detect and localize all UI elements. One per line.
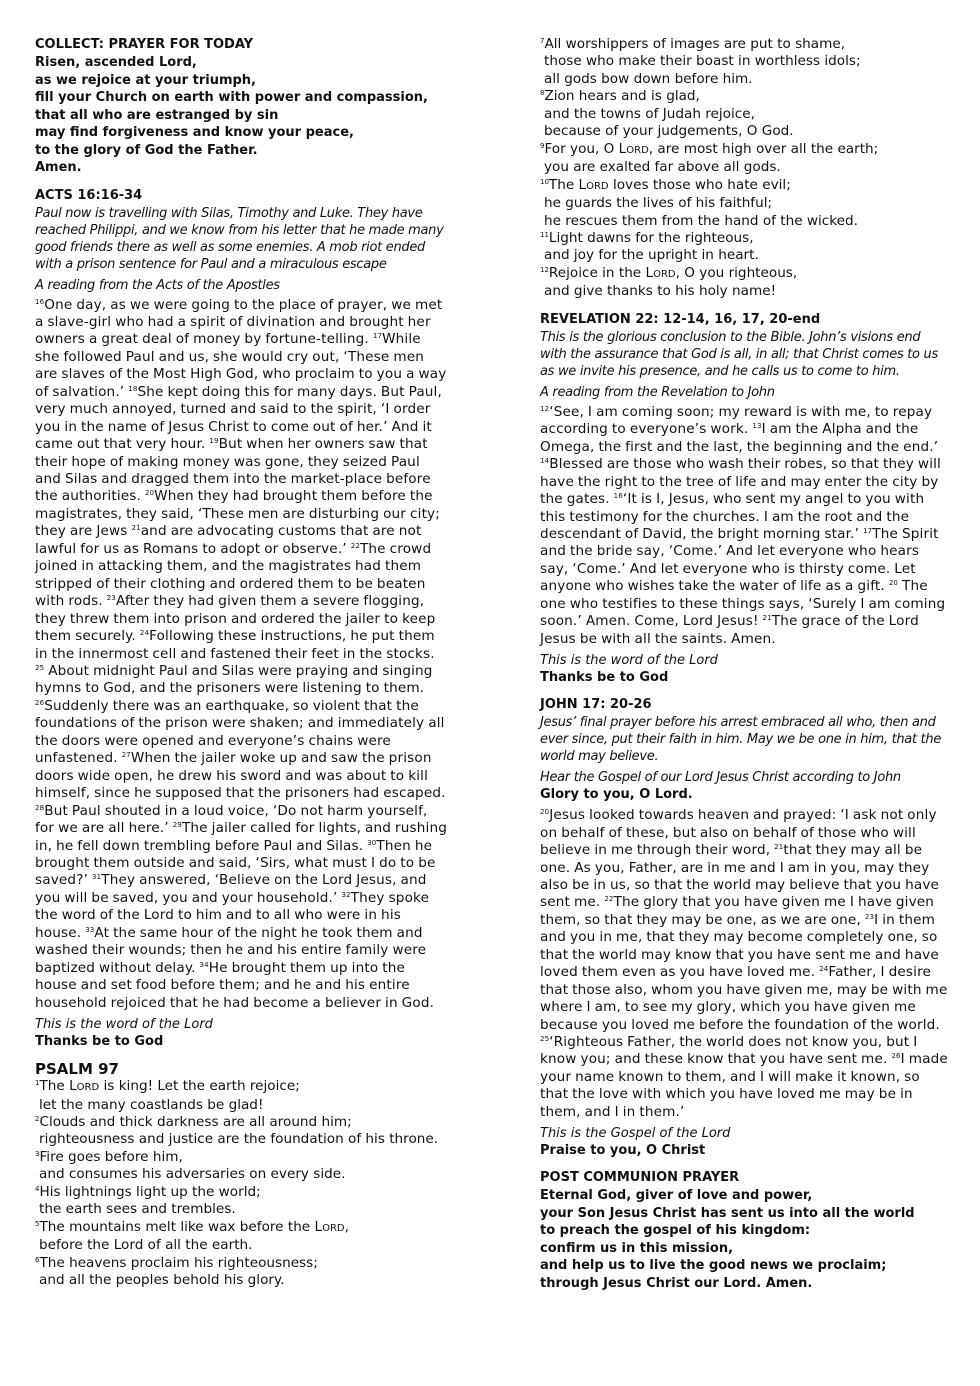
psalm-continued (540, 36, 948, 301)
psalm-line (540, 213, 948, 230)
verse-number: 22 (604, 895, 614, 904)
verse-number: 24 (819, 965, 829, 974)
verse-text: He brought them up into the house and set food before them; and he and his entire household rejoiced that he had become a believer in God. (35, 959, 435, 1011)
verse-text: Following these instructions, he put them in the innermost cell and fastened their feet in the stocks. (35, 628, 435, 662)
psalm-section (35, 1060, 447, 1289)
psalm-line-text: righteousness and justice are the foundation of his throne. (39, 1131, 439, 1148)
psalm-line (35, 1131, 447, 1148)
psalm-line (540, 36, 948, 53)
verse-number: 22 (350, 541, 360, 550)
verse-number: 21 (131, 524, 141, 533)
verse-text: The grace of the Lord Jesus be with all the saints. Amen. (540, 613, 919, 647)
verse-text: About midnight Paul and Silas were praying and singing hymns to God, and the prisoners were listening to them. (35, 663, 433, 697)
psalm-line-text: Light dawns for the righteous, (548, 229, 754, 246)
divine-name-small-caps: ORD (626, 144, 649, 156)
psalm-line-text: and give thanks to his holy name! (544, 283, 777, 300)
verse-number: 20 (888, 579, 899, 588)
prayer-line: to the glory of God the Father. (35, 142, 258, 158)
psalm-line-text: The L (39, 1078, 77, 1095)
verse-number: 9 (540, 141, 545, 150)
verse-number: 10 (540, 177, 549, 186)
revelation-response: This is the word of the Lord (540, 653, 718, 669)
psalm-line (540, 177, 948, 195)
verse-text: that they may all be one. As you, Father, are in me and I am in you, may they also be in us, so that the world may believe that you have sent me. (540, 842, 940, 911)
psalm-line-text: , (344, 1218, 349, 1235)
psalm-line-text: and joy for the upright in heart. (544, 247, 759, 264)
psalm-line-text: all gods bow down before him. (544, 70, 753, 87)
john-section (540, 696, 948, 1159)
verse-number: 16 (613, 492, 623, 501)
psalm-line (540, 230, 948, 247)
verse-number: 5 (35, 1219, 40, 1228)
psalm-line (35, 1201, 447, 1218)
verse-text: One day, as we were going to the place of prayer, we met a slave-girl who had a spirit of divination and brought her owners a great deal of money by fortune-telling. (35, 296, 443, 348)
psalm-line-text: he rescues them from the hand of the wicked. (544, 212, 858, 229)
john-response-answer: Praise to you, O Christ (540, 1143, 706, 1159)
verse-text: After they had given them a severe flogging, they threw them into prison and ordered the jailer to keep them securely. (35, 593, 436, 645)
psalm-line (35, 1114, 447, 1131)
verse-number: 2 (35, 1114, 40, 1123)
psalm-line (35, 1237, 447, 1254)
psalm-line-text: , O you righteous, (675, 264, 798, 281)
john-reading-response: Glory to you, O Lord. (540, 787, 693, 803)
prayer-line: Risen, ascended Lord, (35, 55, 197, 70)
verse-text: When they had brought them before the magistrates, they said, ‘These men are disturbing our city; they are Jews (35, 488, 440, 540)
psalm-line-text: All worshippers of images are put to shame, (544, 36, 846, 52)
psalm-line-text: and the towns of Judah rejoice, (544, 105, 755, 122)
psalm-line-text: His lightnings light up the world; (39, 1183, 261, 1200)
psalm-line-text: The heavens proclaim his righteousness; (39, 1254, 318, 1271)
verse-number: 8 (540, 89, 545, 98)
verse-text: At the same hour of the night he took them and washed their wounds; then he and his entire family were baptized without delay. (35, 924, 427, 976)
verse-text: While she followed Paul and us, she would cry out, ‘These men are slaves of the Most High God, who proclaim to you a way of salvation.’ (35, 331, 447, 400)
psalm-line-text: The L (548, 176, 587, 193)
psalm-line (35, 1272, 447, 1289)
verse-text: But Paul shouted in a loud voice, ‘Do not harm yourself, for we are all here.’ (35, 802, 428, 837)
prayer-line: Eternal God, giver of love and power, (540, 1188, 813, 1204)
psalm-line-text: the earth sees and trembles. (39, 1201, 236, 1218)
verse-number: 33 (85, 925, 95, 934)
collect-prayer (35, 54, 447, 177)
acts-response: This is the word of the Lord (35, 1017, 213, 1033)
verse-number: 3 (35, 1149, 40, 1158)
verse-number: 18 (128, 384, 138, 393)
verse-number: 17 (863, 526, 873, 535)
prayer-line: that all who are estranged by sin (35, 107, 279, 123)
verse-text: Father, I desire that those also, whom you have given me, may be with me where I am, to see my glory, which you have given me because you loved me before the foundation of the world. (540, 964, 948, 1033)
revelation-intro: This is the glorious conclusion to the Bible. John’s visions end with the assurance that God is all, in all; that Christ comes to us as we invite his presence, and he calls us to come to him. (540, 329, 938, 379)
psalm-line-text: is king! Let the earth rejoice; (99, 1078, 300, 1095)
verse-text: The crowd joined in attacking them, and the magistrates had them stripped of their clothing and ordered them to be beaten with rods. (35, 540, 432, 610)
john-intro: Jesus’ final prayer before his arrest embraced all who, then and ever since, put their faith in him. May we be one in him, that the world may believe. (540, 715, 942, 765)
acts-reading-intro: A reading from the Acts of the Apostles (35, 277, 280, 293)
revelation-response-answer: Thanks be to God (540, 670, 669, 686)
verse-number: 26 (35, 698, 45, 707)
verse-number: 11 (540, 230, 549, 239)
verse-text: and are advocating customs that are not lawful for us as Romans to adopt or observe.’ (35, 523, 422, 557)
john-text (540, 807, 948, 1121)
psalm-line (540, 123, 948, 140)
verse-text: Then he brought them outside and said, ‘Sirs, what must I do to be saved?’ (35, 837, 436, 889)
psalm-line (540, 53, 948, 70)
verse-text: But when her owners saw that their hope of making money was gone, they seized Paul and Silas and dragged them into the market-place before the authorities. (35, 436, 431, 505)
revelation-section (540, 311, 948, 686)
verse-number: 21 (774, 843, 784, 852)
psalm-line (35, 1149, 447, 1166)
acts-heading: ACTS 16:16-34 (35, 187, 143, 203)
verse-number: 16 (35, 297, 45, 306)
verse-number: 24 (139, 629, 150, 638)
psalm-line-text: those who make their boast in worthless idols; (544, 53, 861, 70)
acts-text (35, 297, 447, 1013)
psalm-line (35, 1184, 447, 1201)
psalm-line-text: Clouds and thick darkness are all around him; (39, 1113, 352, 1130)
left-column (35, 36, 447, 1290)
psalm-line (540, 265, 948, 283)
acts-response-answer: Thanks be to God (35, 1034, 164, 1050)
post-communion-heading: POST COMMUNION PRAYER (540, 1170, 740, 1186)
psalm-line (35, 1078, 447, 1096)
verse-text: The jailer called for lights, and rushing in, he fell down trembling before Paul and Silas. (35, 820, 447, 854)
verse-number: 21 (762, 614, 772, 623)
psalm-line-text: Zion hears and is glad, (544, 88, 700, 105)
prayer-line: Amen. (35, 160, 82, 175)
verse-number: 6 (35, 1255, 40, 1264)
psalm-line-text: before the Lord of all the earth. (39, 1237, 253, 1254)
prayer-line: may find forgiveness and know your peace, (35, 125, 354, 140)
psalm-text (35, 1078, 447, 1289)
post-communion-prayer (540, 1187, 948, 1292)
collect-section (35, 36, 447, 177)
psalm-line (35, 1219, 447, 1237)
psalm-line-text: because of your judgements, O God. (544, 123, 794, 140)
psalm-line (540, 106, 948, 123)
divine-name-small-caps: ORD (586, 180, 609, 192)
verse-number: 1 (35, 1079, 40, 1088)
psalm-line (540, 88, 948, 105)
prayer-line: as we rejoice at your triumph, (35, 72, 256, 88)
verse-text: I in them and you in me, that they may become completely one, so that the world may know that you have sent me and have loved them even as you have loved me. (540, 911, 939, 981)
psalm-line (540, 283, 948, 300)
verse-text: Suddenly there was an earthquake, so violent that the foundations of the prison were shaken; and immediately all the doors were opened and everyone’s chains were unfastened. (35, 697, 445, 767)
psalm-line (540, 159, 948, 176)
verse-text: The Spirit and the bride say, ‘Come.’ And let everyone who hears say, ‘Come.’ And let everyone who is thirsty come. Let anyone who wishes take the water of life as a gift. (540, 525, 939, 595)
psalm-line-text: you are exalted far above all gods. (544, 159, 781, 176)
psalm-line (540, 195, 948, 212)
verse-number: 12 (540, 265, 549, 274)
prayer-line: fill your Church on earth with power and compassion, (35, 90, 428, 105)
verse-number: 14 (540, 457, 550, 466)
psalm-line (540, 247, 948, 264)
verse-number: 20 (540, 808, 550, 817)
john-reading-intro: Hear the Gospel of our Lord Jesus Christ according to John (540, 770, 901, 786)
verse-text: ‘Righteous Father, the world does not know you, but I know you; and these know that you have sent me. (540, 1034, 918, 1068)
psalm-line-text: loves those who hate evil; (608, 176, 791, 193)
verse-text: Jesus looked towards heaven and prayed: ‘I ask not only on behalf of these, but also on behalf of those who will believe in me through their word, (540, 807, 937, 859)
verse-text: The one who testifies to these things says, ‘Surely I am coming soon.’ Amen. Come, Lord Jesus! (540, 578, 946, 630)
divine-name-small-caps: ORD (653, 268, 676, 280)
prayer-line: to preach the gospel of his kingdom: (540, 1223, 811, 1239)
psalm-line-text: , are most high over all the earth; (648, 140, 879, 157)
verse-text: I made your name known to them, and I will make it known, so that the love with which you have loved me may be in them, and I in them.’ (540, 1051, 948, 1120)
john-heading: JOHN 17: 20-26 (540, 697, 652, 713)
verse-number: 25 (35, 664, 45, 673)
psalm-line (35, 1097, 447, 1114)
prayer-line: confirm us in this mission, (540, 1240, 734, 1256)
verse-text: They spoke the word of the Lord to him and to all who were in his house. (35, 889, 430, 941)
verse-number: 23 (106, 594, 116, 603)
psalm-line-text: Rejoice in the L (548, 264, 654, 281)
verse-text: The glory that you have given me I have given them, so that they may be one, as we are one, (540, 894, 935, 928)
verse-number: 12 (540, 404, 550, 413)
psalm-line (35, 1166, 447, 1183)
verse-number: 34 (199, 960, 209, 969)
prayer-line: through Jesus Christ our Lord. Amen. (540, 1275, 813, 1291)
verse-number: 31 (92, 873, 102, 882)
divine-name-small-caps: ORD (322, 1222, 345, 1234)
verse-number: 30 (367, 838, 377, 847)
psalm-line (540, 141, 948, 159)
verse-number: 20 (144, 489, 155, 498)
verse-number: 25 (540, 1035, 550, 1044)
verse-number: 27 (121, 751, 131, 760)
verse-text: Blessed are those who wash their robes, so that they will have the right to the tree of life and may enter the city by the gates. (540, 456, 941, 508)
verse-number: 19 (209, 437, 219, 446)
verse-text: She kept doing this for many days. But Paul, very much annoyed, turned and said to the spirit, ‘I order you in the name of Jesus Christ to come out of her.’ And it came out that very hour. (35, 383, 442, 453)
verse-number: 29 (172, 821, 182, 830)
verse-text: They answered, ‘Believe on the Lord Jesus, and you will be saved, you and your household.’ (35, 872, 427, 906)
psalm-line-text: For you, O L (544, 140, 627, 157)
prayer-line: your Son Jesus Christ has sent us into all the world (540, 1205, 915, 1221)
revelation-reading-intro: A reading from the Revelation to John (540, 384, 775, 400)
psalm-heading: PSALM 97 (35, 1060, 119, 1079)
verse-text: When the jailer woke up and saw the prison doors wide open, he drew his sword and was about to kill himself, since he supposed that the prisoners had escaped. (35, 750, 446, 802)
post-communion-section (540, 1169, 948, 1292)
psalm-line-text: let the many coastlands be glad! (39, 1096, 264, 1113)
right-column (540, 36, 948, 1292)
divine-name-small-caps: ORD (76, 1082, 100, 1094)
psalm-line (540, 71, 948, 88)
psalm-line-text: Fire goes before him, (39, 1148, 183, 1165)
collect-heading: COLLECT: PRAYER FOR TODAY (35, 37, 254, 52)
revelation-text (540, 404, 948, 648)
john-response: This is the Gospel of the Lord (540, 1126, 731, 1142)
psalm-line-text: and all the peoples behold his glory. (39, 1272, 285, 1289)
acts-section (35, 187, 447, 1051)
verse-number: 28 (35, 803, 45, 812)
verse-number: 26 (891, 1052, 901, 1061)
verse-number: 4 (35, 1184, 40, 1193)
verse-number: 32 (341, 890, 351, 899)
verse-text: ‘It is I, Jesus, who sent my angel to you with this testimony for the churches. I am the root and the descendant of David, the bright morning star.’ (540, 491, 925, 542)
revelation-heading: REVELATION 22: 12-14, 16, 17, 20-end (540, 311, 821, 327)
verse-number: 23 (864, 912, 875, 921)
verse-number: 17 (372, 332, 383, 341)
verse-number: 7 (540, 37, 545, 45)
psalm-line (35, 1255, 447, 1272)
psalm-line-text: and consumes his adversaries on every side. (39, 1166, 346, 1183)
psalm-line-text: he guards the lives of his faithful; (544, 195, 773, 212)
prayer-line: and help us to live the good news we proclaim; (540, 1258, 887, 1274)
verse-text: ‘See, I am coming soon; my reward is with me, to repay according to everyone’s work. (540, 403, 933, 438)
verse-number: 13 (752, 422, 762, 431)
acts-intro: Paul now is travelling with Silas, Timothy and Luke. They have reached Philippi, and we know from his letter that he made many good friends there as well as some enemies. A mob riot ended with a prison sentence for Paul and a miraculous escape (35, 205, 444, 272)
psalm-line-text: The mountains melt like wax before the L (39, 1218, 323, 1235)
verse-text: I am the Alpha and the Omega, the first and the last, the beginning and the end.’ (540, 421, 939, 455)
